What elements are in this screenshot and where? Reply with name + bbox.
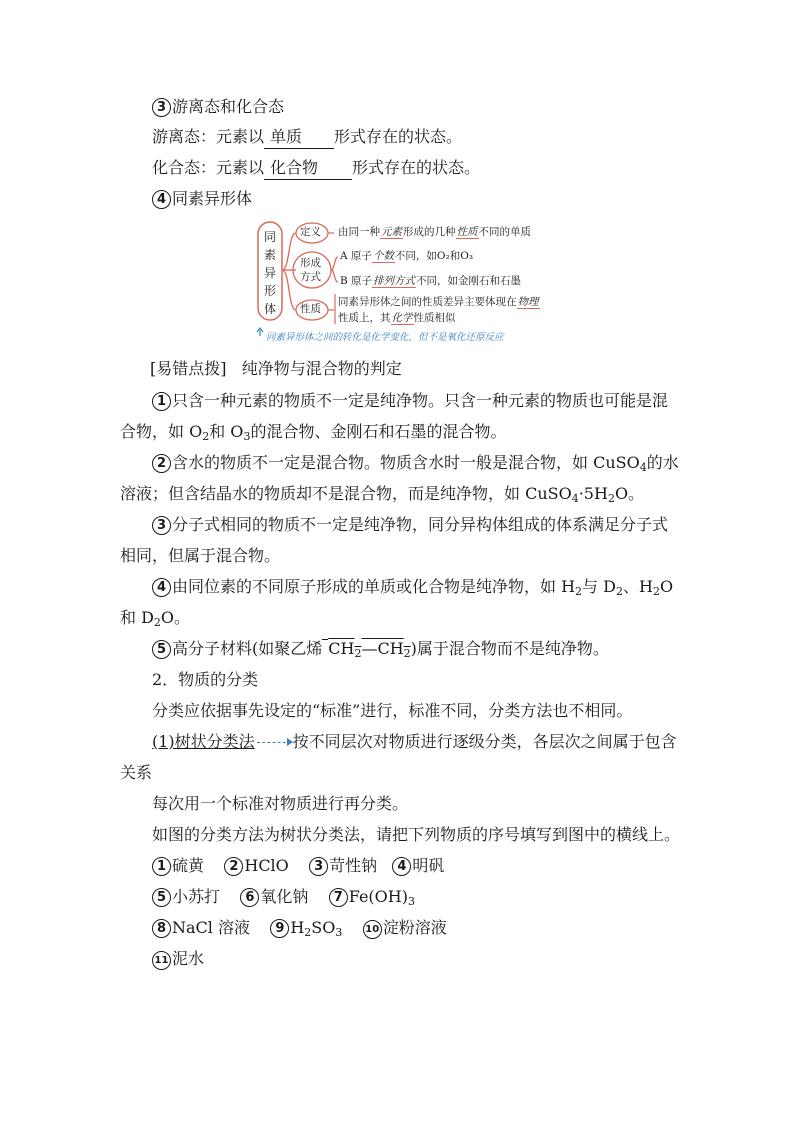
each-time-line: 每次用一个标准对物质进行再分类。 xyxy=(152,794,409,813)
items-row1: 1 硫黄 2 HClO 3 苛性钠 4 明矾 xyxy=(152,855,444,877)
property-line1: 同素异形体之间的性质差异主要体现在物理 xyxy=(338,296,539,308)
items-row4: 11 泥水 xyxy=(152,948,204,970)
formation-a: A 原子个数不同，如O₂和O₃ xyxy=(340,250,474,262)
section2-heading: 2．物质的分类 xyxy=(152,670,259,689)
marker-4b: 4 xyxy=(152,578,171,597)
marker-2: 2 xyxy=(152,454,171,473)
tip-p2-line2: 溶液；但含结晶水的物质却不是混合物，而是纯净物，如 $CuSO_4\cdot 5H_2O$。 xyxy=(120,484,645,505)
formation-node: 形成 方式 xyxy=(300,257,321,283)
items-row3: 8 NaCl 溶液 9 $H_2SO_3$ 10 淀粉溶液 xyxy=(152,917,447,939)
tip-heading: [易错点拨] 纯净物与混合物的判定 xyxy=(150,359,402,378)
items-row2: 5 小苏打 6 氧化钠 7 $Fe(OH)_3$ xyxy=(152,886,415,908)
tip-p2-line1: 2 含水的物质不一定是混合物。物质含水时一般是混合物，如 CuSO$_4$的水 xyxy=(152,452,679,474)
marker-1: 1 xyxy=(152,392,171,411)
tip-p1-line1: 1 只含一种元素的物质不一定是纯净物。只含一种元素的物质也可能是混 xyxy=(152,390,668,412)
property-line2: 性质上，其化学性质相似 xyxy=(338,312,456,324)
tree-method-line2: 关系 xyxy=(120,763,153,782)
definition-node: 定义 xyxy=(300,226,321,238)
section2-intro: 分类应依据事先设定的“标准”进行，标准不同，分类方法也不相同。 xyxy=(152,701,633,720)
property-node: 性质 xyxy=(300,303,321,315)
section4-heading: 4 同素异形体 xyxy=(152,188,252,210)
section3-heading: 3 游离态和化合态 xyxy=(152,96,284,118)
allotrope-concept-map xyxy=(252,218,582,348)
instruction-line: 如图的分类方法为树状分类法，请把下列物质的序号填写到图中的横线上。 xyxy=(152,825,681,844)
formation-b: B 原子排列方式不同，如金刚石和石墨 xyxy=(340,275,522,287)
marker-4: 4 xyxy=(152,190,171,209)
tip-p3-line2: 相同，但属于混合物。 xyxy=(120,546,281,565)
tree-method-line: (1)树状分类法 按不同层次对物质进行逐级分类，各层次之间属于包含 xyxy=(152,732,677,751)
tip-p4-line2: 和 $D_2O$。 xyxy=(120,608,191,629)
concept-center-label: 同 素 异 形 体 xyxy=(263,230,276,316)
tip-p4-line1: 4 由同位素的不同原子形成的单质或化合物是纯净物，如 $H_2$与 $D_2$、$H_2O$ xyxy=(152,576,673,598)
marker-5: 5 xyxy=(152,640,171,659)
handwritten-note: 同素异形体之间的转化是化学变化，但不是氧化还原反应 xyxy=(266,332,504,343)
combined-state-line: 化合态：元素以 化合物 形式存在的状态。 xyxy=(152,157,480,180)
definition-text: 由同一种元素形成的几种性质不同的单质 xyxy=(338,226,531,238)
tip-p1-line2: 合物，如 $O_2$和 $O_3$的混合物、金刚石和石墨的混合物。 xyxy=(120,422,507,443)
tip-p5: 5 高分子材料(如聚乙烯 $CH_2—CH_2$)属于混合物而不是纯净物。 xyxy=(152,638,609,660)
free-state-line: 游离态：元素以 单质 形式存在的状态。 xyxy=(152,126,462,149)
free-state-fill: 单质 xyxy=(264,126,334,149)
marker-3b: 3 xyxy=(152,516,171,535)
marker-3: 3 xyxy=(152,98,171,117)
tip-p3-line1: 3 分子式相同的物质不一定是纯净物，同分异构体组成的体系满足分子式 xyxy=(152,514,668,536)
dashed-arrow-icon xyxy=(257,742,291,743)
combined-state-fill: 化合物 xyxy=(264,157,352,180)
